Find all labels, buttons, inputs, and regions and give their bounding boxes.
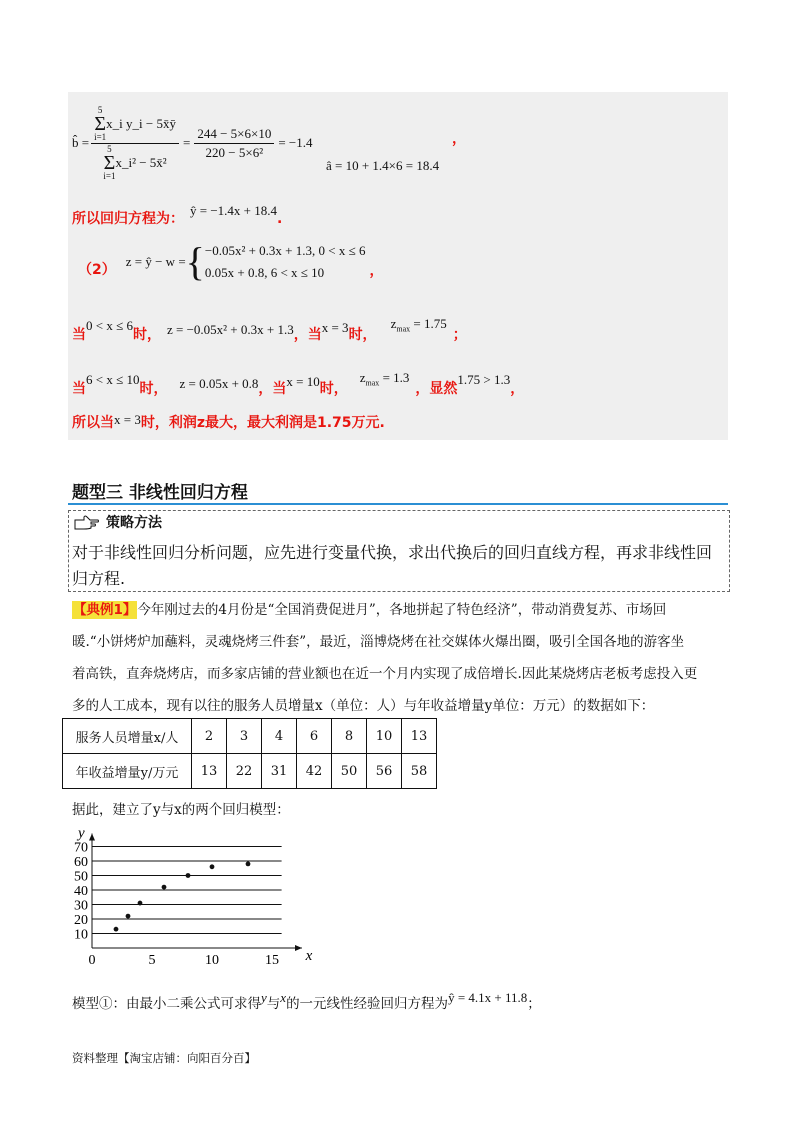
example-tag: 【典例1】: [73, 602, 137, 618]
table-cell: 13: [402, 719, 437, 754]
conclusion-prefix: 所以回归方程为：: [72, 211, 184, 227]
y-tick-label: 30: [74, 898, 88, 914]
data-point: [138, 901, 143, 906]
regression-equation: ŷ = −1.4x + 18.4: [190, 203, 277, 218]
part2-piecewise: （2） z = ŷ − w = { −0.05x² + 0.3x + 1.3, 0 < x ≤ 6 0.05x + 0.8, 6 < x ≤ 10 ，: [78, 239, 384, 284]
x-tick-label: 15: [265, 953, 279, 968]
b-hat-result: = −1.4: [278, 135, 313, 150]
footer-source: 资料整理【淘宝店铺：向阳百分百】: [72, 1051, 256, 1065]
example-line-2: 暖.“小饼烤炉加蘸料，灵魂烧烤三件套”，最近，淄博烧烤在社交媒体火爆出圈，吸引全国各地的游客坐: [72, 634, 685, 650]
table-cell: 56: [367, 754, 402, 789]
table-cell: 31: [262, 754, 297, 789]
y-tick-label: 50: [74, 869, 88, 885]
data-table: [62, 718, 437, 789]
case1-analysis-line: 当 0 < x ≤ 6 时， z = −0.05x² + 0.3x + 1.3 ，当 x = 3 时， $z_{max} = 1.75$ ；: [72, 316, 467, 343]
b-hat-definition-fraction: [91, 106, 179, 181]
strategy-line-1: 对于非线性回归分析问题，应先进行变量代换，求出代换后的回归直线方程，再求非线性回: [72, 543, 713, 562]
strategy-heading: 策略方法: [106, 515, 162, 531]
example-line-3: 着高铁，直奔烧烤店，而多家店铺的营业额也在近一个月内实现了成倍增长.因此某烧烤店老板考虑投入更: [72, 666, 698, 682]
regression-conclusion: 所以回归方程为： ŷ = −1.4x + 18.4 .: [72, 203, 283, 227]
row-header-x: 服务人员增量x/人: [63, 719, 192, 754]
table-cell: 50: [332, 754, 367, 789]
data-point: [114, 927, 119, 932]
data-point: [186, 873, 191, 878]
after-table-text: 据此，建立了y与x的两个回归模型：: [72, 802, 290, 818]
model1-line: 模型①：由最小二乘公式可求得 y 与 x 的一元线性经验回归方程为 ŷ = 4.1x + 11.8 ；: [72, 990, 541, 1012]
data-point: [162, 885, 167, 890]
row-header-y: 年收益增量y/万元: [63, 754, 192, 789]
b-calc-numerator: 244 − 5×6×10: [194, 126, 274, 144]
y-axis-label: y: [78, 825, 85, 842]
data-point: [210, 864, 215, 869]
table-cell: 2: [192, 719, 227, 754]
case-1: −0.05x² + 0.3x + 1.3, 0 < x ≤ 6: [204, 243, 366, 258]
x-tick-label: 5: [148, 953, 156, 968]
y-axis-arrow: [89, 833, 95, 840]
table-cell: 6: [297, 719, 332, 754]
table-cell: 22: [227, 754, 262, 789]
z-definition: z = ŷ − w =: [125, 254, 186, 269]
data-point: [126, 914, 131, 919]
example-line-1: 【典例1】今年刚过去的4月份是“全国消费促进月”，各地拼起了特色经济”，带动消费复苏、市场回: [73, 602, 667, 618]
section-title: 题型三 非线性回归方程: [72, 483, 248, 503]
part2-label: （2）: [78, 262, 116, 278]
table-row: [63, 754, 437, 789]
b-hat-calc-fraction: [194, 126, 274, 161]
table-cell: 10: [367, 719, 402, 754]
example-line-4: 多的人工成本，现有以往的服务人员增量x（单位：人）与年收益增量y单位：万元）的数据如下：: [72, 698, 655, 714]
x-tick-label: 10: [205, 953, 219, 968]
b-calc-denominator: 220 − 5×6²: [205, 144, 264, 160]
case2-analysis-line: 当 6 < x ≤ 10 时， z = 0.05x + 0.8 ，当 x = 10 时， $z_{max} = 1.3$ ，显然 1.75 > 1.3 ，: [72, 370, 525, 397]
data-point: [246, 862, 251, 867]
table-cell: 8: [332, 719, 367, 754]
table-cell: 42: [297, 754, 332, 789]
table-cell: 13: [192, 754, 227, 789]
table-cell: 4: [262, 719, 297, 754]
x-tick-label: 0: [88, 953, 96, 968]
section-title-underline: [68, 503, 728, 505]
model1-equation: ŷ = 4.1x + 11.8: [448, 990, 528, 1005]
b-denominator-expression: x_i² − 5x̄²: [115, 154, 167, 170]
b-hat-formula: b̂ = 5 Σ i=1 x_i y_i − 5x̄ȳ 5 Σ i=1 x_i² − 5x̄² = $\frac{244 - 5\times 6\times 10}{\text{220 − 5×6²}}$ = −1.4: [72, 104, 313, 181]
y-tick-label: 70: [74, 840, 88, 856]
scatter-chart: [60, 820, 320, 970]
y-tick-label: 20: [74, 913, 88, 928]
a-hat-formula: â = 10 + 1.4×6 = 18.4: [326, 158, 440, 173]
b-numerator-expression: x_i y_i − 5x̄ȳ: [106, 115, 176, 131]
strategy-header: [74, 512, 162, 532]
sum-symbol: 5 Σ i=1: [94, 104, 107, 142]
comma: ，: [452, 131, 466, 147]
table-cell: 3: [227, 719, 262, 754]
strategy-line-2: 归方程.: [72, 569, 126, 588]
case-2: 0.05x + 0.8, 6 < x ≤ 10: [204, 265, 325, 280]
x-axis-arrow: [295, 945, 302, 951]
left-brace: {: [185, 239, 205, 284]
final-conclusion: 所以当 x = 3 时，利润z最大，最大利润是1.75万元.: [72, 412, 385, 431]
b-hat-lhs: b̂ =: [72, 135, 90, 150]
y-tick-label: 10: [74, 927, 88, 943]
piecewise-cases: [205, 240, 366, 284]
y-tick-label: 60: [74, 855, 88, 870]
sum-symbol: 5 Σ i=1: [103, 143, 116, 181]
x-axis-label: x: [305, 948, 313, 964]
table-cell: 58: [402, 754, 437, 789]
table-row: [63, 719, 437, 754]
pointing-hand-icon: [74, 514, 100, 530]
y-tick-label: 40: [74, 884, 88, 899]
